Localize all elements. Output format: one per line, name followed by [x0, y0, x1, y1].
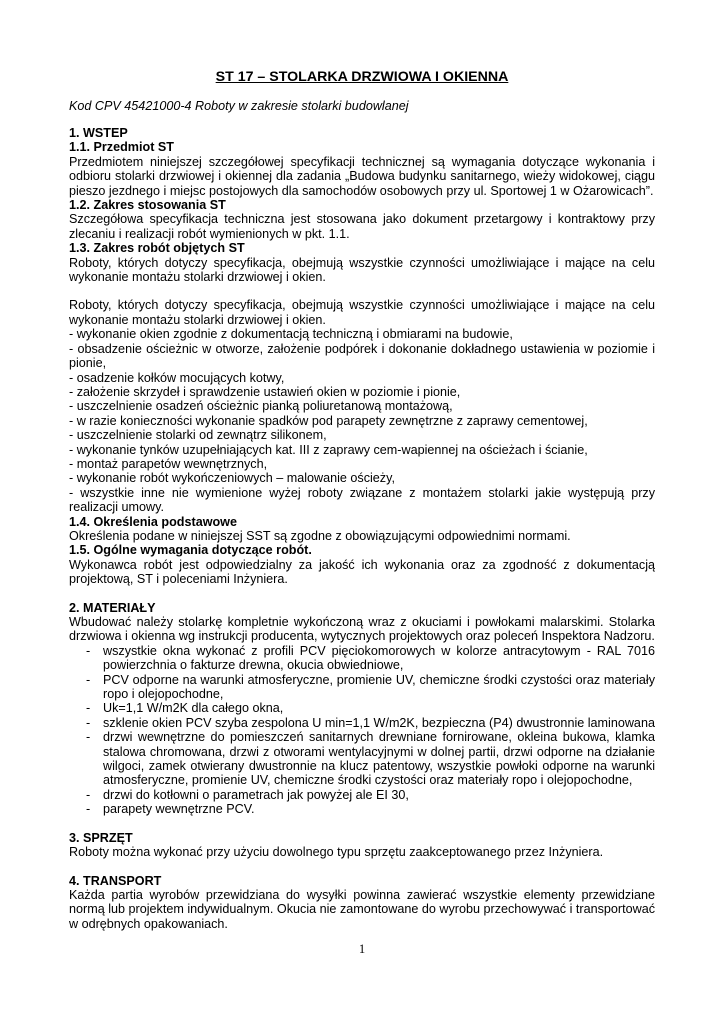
list-item: - wszystkie inne nie wymienione wyżej roboty związane z montażem stolarki jakie występują przy realizacji umowy. [69, 485, 655, 515]
cpv-code: Kod CPV 45421000-4 Roboty w zakresie stolarki budowlanej [69, 99, 409, 113]
subsection-heading-1-1: 1.1. Przedmiot ST [69, 140, 174, 155]
list-item: - uszczelnienie osadzeń ościeżnic pianką poliuretanową montażową, [69, 399, 453, 414]
subsection-heading-1-2: 1.2. Zakres stosowania ST [69, 198, 226, 213]
paragraph-1-4: Określenia podane w niniejszej SST są zgodne z obowiązującymi odpowiednimi normami. [69, 528, 571, 543]
paragraph-1-1: Przedmiotem niniejszej szczegółowej specyfikacji technicznej są wymagania dotyczące wykonania i odbioru stolarki drzwiowej i okiennej dla zadania „Budowa budynku sanitarnego, wieży widokowej, ciągu pieszo jezdnego i miejsc postojowych dla samochodów osobowych przy ul. Sportowej 1 w Ożarowicach”. [69, 154, 655, 198]
paragraph-1-2: Szczegółowa specyfikacja techniczna jest stosowana jako dokument przetargowy i kontraktowy przy zlecaniu i realizacji robót wymienionych w pkt. 1.1. [69, 212, 655, 241]
list-item: - drzwi do kotłowni o parametrach jak powyżej ale EI 30, [103, 788, 655, 802]
list-item: - drzwi wewnętrzne do pomieszczeń sanitarnych drewniane fornirowane, okleina bukowa, klamka stalowa chromowana, drzwi z otworami wentylacyjnymi w dolnej partii, drzwi odporne na działanie wilgoci, zamek otwierany dwustronnie na klucz patentowy, wszystkie powłoki odporne na warunki atmosferyczne, promienie UV, chemiczne środki czystości oraz materiały ropo i olejopochodne, [103, 730, 655, 788]
list-item: - uszczelnienie stolarki od zewnątrz silikonem, [69, 428, 327, 443]
subsection-heading-1-3: 1.3. Zakres robót objętych ST [69, 241, 245, 256]
list-item: - montaż parapetów wewnętrznych, [69, 456, 268, 471]
list-item: - założenie skrzydeł i sprawdzenie ustawień okien w poziomie i pionie, [69, 384, 461, 399]
list-item: - w razie konieczności wykonanie spadków pod parapety zewnętrzne z zaprawy cementowej, [69, 413, 588, 428]
section-heading-4: 4. TRANSPORT [69, 873, 162, 888]
list-item: - szklenie okien PCV szyba zespolona U min=1,1 W/m2K, bezpieczna (P4) dwustronnie laminowana [103, 716, 655, 730]
list-item: - wykonanie tynków uzupełniających kat. III z zaprawy cem-wapiennej na ościeżach i ścianie, [69, 442, 588, 457]
section-heading-3: 3. SPRZĘT [69, 830, 133, 845]
subsection-heading-1-5: 1.5. Ogólne wymagania dotyczące robót. [69, 543, 312, 558]
list-item: - osadzenie kołków mocujących kotwy, [69, 370, 285, 385]
section-heading-1: 1. WSTEP [69, 126, 128, 140]
list-item: - obsadzenie ościeżnic w otworze, założenie podpórek i dokonanie dokładnego ustawienia w poziomie i pionie, [69, 341, 655, 371]
subsection-heading-1-4: 1.4. Określenia podstawowe [69, 514, 237, 529]
materials-list [69, 644, 655, 817]
paragraph-1-3-b: Roboty, których dotyczy specyfikacja, obejmują wszystkie czynności umożliwiające i mające na celu wykonanie montażu stolarki drzwiowej i okien. [69, 298, 655, 327]
document-title: ST 17 – STOLARKA DRZWIOWA I OKIENNA [215, 69, 509, 85]
document-body [69, 126, 655, 931]
list-item: - Uk=1,1 W/m2K dla całego okna, [103, 701, 655, 715]
list-item: - wszystkie okna wykonać z profili PCV pięciokomorowych w kolorze antracytowym - RAL 7016 powierzchnia o fakturze drewna, okucia obwiedniowe, [103, 644, 655, 673]
paragraph-1-5: Wykonawca robót jest odpowiedzialny za jakość ich wykonania oraz za zgodność z dokumentacją projektową, ST i poleceniami Inżyniera. [69, 557, 655, 587]
list-item: - wykonanie okien zgodnie z dokumentacją techniczną i obmiarami na budowie, [69, 327, 513, 342]
list-item: - wykonanie robót wykończeniowych – malowanie ościeży, [69, 471, 395, 486]
paragraph-2: Wbudować należy stolarkę kompletnie wykończoną wraz z okuciami i powłokami malarskimi. Stolarka drzwiowa i okienna wg instrukcji producenta, wytycznych projektowych oraz poleceń Inspektora Nadzoru. [69, 615, 655, 644]
paragraph-4: Każda partia wyrobów przewidziana do wysyłki powinna zawierać wszystkie elementy przewidziane normą lub projektem indywidualnym. Okucia nie zamontowane do wyrobu przechowywać i transportować w odrębnych opakowaniach. [69, 887, 655, 931]
paragraph-1-3-a: Roboty, których dotyczy specyfikacja, obejmują wszystkie czynności umożliwiające i mające na celu wykonanie montażu stolarki drzwiowej i okien. [69, 255, 655, 285]
page-number: 1 [358, 942, 366, 956]
list-item: - parapety wewnętrzne PCV. [103, 802, 655, 816]
scope-list [69, 327, 655, 514]
paragraph-3: Roboty można wykonać przy użyciu dowolnego typu sprzętu zaakceptowanego przez Inżyniera. [69, 845, 604, 860]
list-item: - PCV odporne na warunki atmosferyczne, promienie UV, chemiczne środki czystości oraz materiały ropo i olejopochodne, [103, 673, 655, 702]
section-heading-2: 2. MATERIAŁY [69, 600, 156, 615]
